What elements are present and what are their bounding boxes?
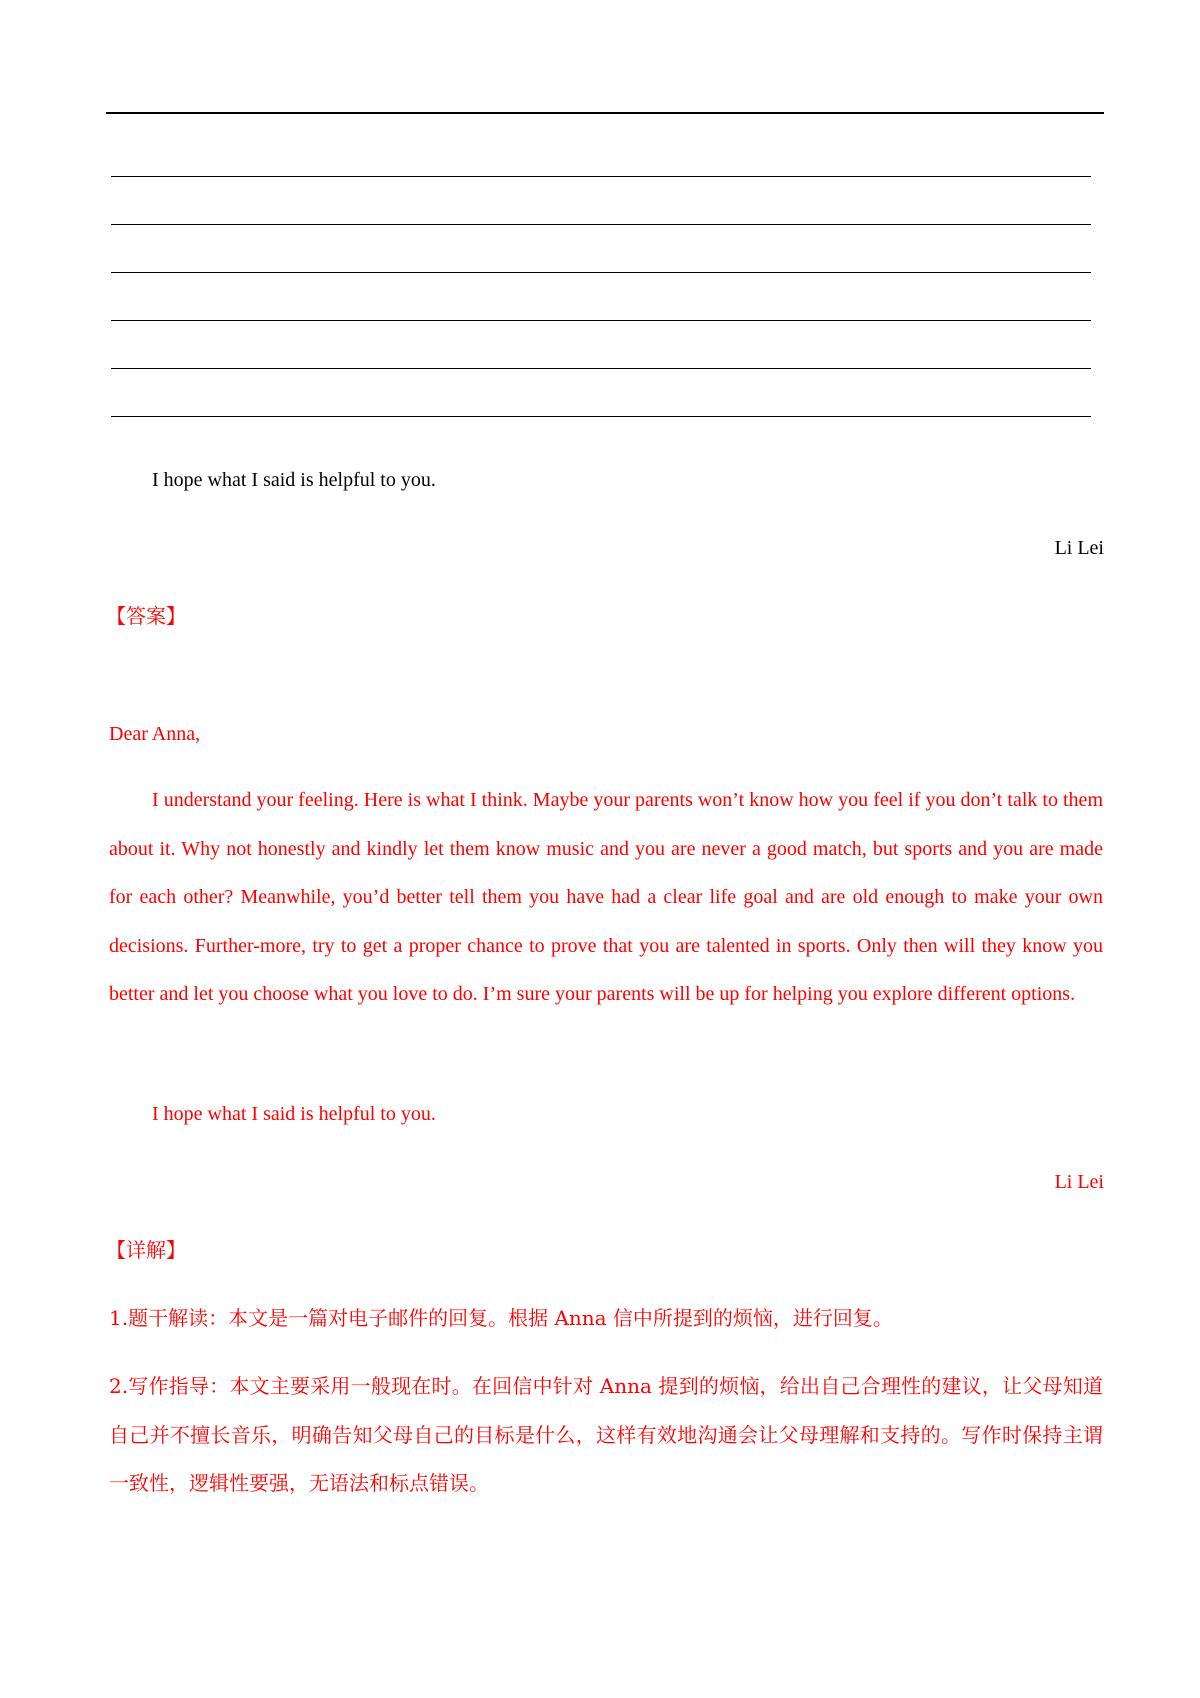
- writing-blank-line: [111, 272, 1091, 273]
- writing-blank-line: [111, 320, 1091, 321]
- writing-blank-line: [111, 416, 1091, 417]
- writing-blank-line: [111, 368, 1091, 369]
- writing-blank-line: [111, 176, 1091, 177]
- question-signature: Li Lei: [1054, 537, 1104, 559]
- answer-heading: 【答案】: [106, 604, 186, 628]
- explanation-point-1: 1.题干解读：本文是一篇对电子邮件的回复。根据 Anna 信中所提到的烦恼，进行回复。: [109, 1306, 893, 1330]
- answer-signature: Li Lei: [1054, 1171, 1104, 1193]
- explanation-point-2: 2.写作指导：本文主要采用一般现在时。在回信中针对 Anna 提到的烦恼，给出自己合理性的建议，让父母知道自己并不擅长音乐，明确告知父母自己的目标是什么，这样有效地沟通会让父母理解和支持的。写作时保持主谓一致性，逻辑性要强，无语法和标点错误。: [109, 1374, 1103, 1495]
- question-closing-sentence: I hope what I said is helpful to you.: [152, 469, 436, 491]
- answer-body-paragraph: I understand your feeling. Here is what I think. Maybe your parents won’t know how you feel if you don’t talk to them about it. Why not honestly and kindly let them know music and you are never a good match, but sports and you are made for each other? Meanwhile, you’d better tell them you have had a clear life goal and are old enough to make your own decisions. Further-more, try to get a proper chance to prove that you are talented in sports. Only then will they know you better and let you choose what you love to do. I’m sure your parents will be up for helping you explore different options.: [109, 789, 1103, 1005]
- answer-closing-sentence: I hope what I said is helpful to you.: [152, 1103, 436, 1125]
- top-rule: [106, 112, 1104, 114]
- answer-greeting: Dear Anna,: [109, 723, 201, 745]
- explanation-heading: 【详解】: [106, 1238, 186, 1262]
- writing-blank-line: [111, 224, 1091, 225]
